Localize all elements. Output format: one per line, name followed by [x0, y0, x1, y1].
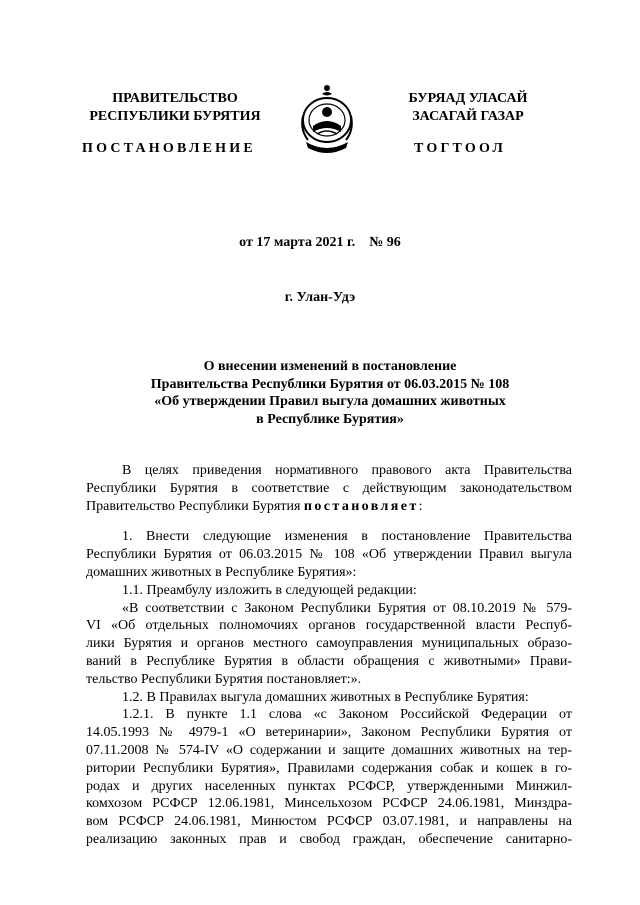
coat-of-arms-icon [298, 82, 356, 160]
body-line: тельство Республики Бурятия постановляет:». [86, 671, 362, 687]
body-line: Республики Бурятия в соответствие с действующим законодательством [86, 480, 572, 496]
header-ru-line2: РЕСПУБЛИКИ БУРЯТИЯ [89, 109, 261, 124]
decree-body [86, 462, 572, 849]
decree-operative-word: постановляет [303, 498, 419, 514]
body-line: 1.2.1. В пункте 1.1 слова «с Законом Российской Федерации от [122, 707, 572, 723]
body-line: 1.2. В Правилах выгула домашних животных в Республике Бурятия: [122, 689, 529, 705]
header-bua-authority [368, 90, 568, 126]
decree-date-line [0, 235, 640, 251]
body-line: домашних животных в Республике Бурятия»: [86, 564, 357, 580]
title-line: О внесении изменений в постановление [203, 359, 457, 374]
body-line: родах и других населенных пунктах РСФСР, утвержденными Минжил- [86, 778, 572, 794]
body-line: лики Бурятия и органов местного самоуправления муниципальных образо- [86, 636, 572, 652]
header-bua-line1: БУРЯАД УЛАСАЙ [408, 91, 528, 106]
decree-type-bua: ТОГТООЛ [414, 141, 507, 156]
body-line: Республики Бурятия от 06.03.2015 № 108 «Об утверждении Правил выгула [86, 547, 572, 563]
body-line: «В соответствии с Законом Республики Бурятия от 08.10.2019 № 579- [122, 600, 572, 616]
body-line: VI «Об отдельных полномочиях органов государственной власти Респуб- [86, 618, 572, 634]
body-line: вом РСФСР 24.06.1981, Минюстом РСФСР 03.07.1981, и направлены на [86, 814, 572, 830]
body-line: реализацию законных прав и свобод граждан, обеспечение санитарно- [86, 831, 572, 847]
decree-type-ru: ПОСТАНОВЛЕНИЕ [82, 141, 256, 156]
body-line: ваний в Республике Бурятия в области обращения с животными» Прави- [86, 653, 572, 669]
body-text: Правительство Республики Бурятия [86, 498, 304, 514]
body-line: В целях приведения нормативного правового акта Правительства [122, 463, 572, 478]
header-ru-authority [60, 90, 290, 126]
decree-title [90, 358, 570, 428]
body-line: 1.1. Преамбулу изложить в следующей редакции: [122, 582, 417, 598]
decree-date: от 17 марта 2021 г. [239, 235, 356, 250]
title-line: Правительства Республики Бурятия от 06.03.2015 № 108 [150, 376, 510, 392]
body-line: 07.11.2008 № 574-IV «О содержании и защите домашних животных на тер- [86, 742, 572, 758]
body-line: ритории Республики Бурятия», Правилами содержания собак и кошек в го- [86, 760, 572, 776]
title-line: в Республике Бурятия» [256, 411, 404, 427]
body-text: : [418, 498, 423, 514]
decree-number: № 96 [369, 235, 401, 250]
header-bua-line2: ЗАСАГАЙ ГАЗАР [412, 109, 524, 124]
header-ru-line1: ПРАВИТЕЛЬСТВО [112, 91, 238, 106]
body-line: 14.05.1993 № 4979-1 «О ветеринарии», Законом Республики Бурятия от [86, 725, 572, 741]
body-line: комхозом РСФСР 12.06.1981, Минсельхозом РСФСР 24.06.1981, Минздра- [86, 796, 572, 812]
decree-city: г. Улан-Удэ [284, 290, 356, 305]
body-line [86, 498, 572, 516]
title-line: «Об утверждении Правил выгула домашних животных [154, 394, 506, 409]
body-line: 1. Внести следующие изменения в постановление Правительства [122, 529, 572, 545]
